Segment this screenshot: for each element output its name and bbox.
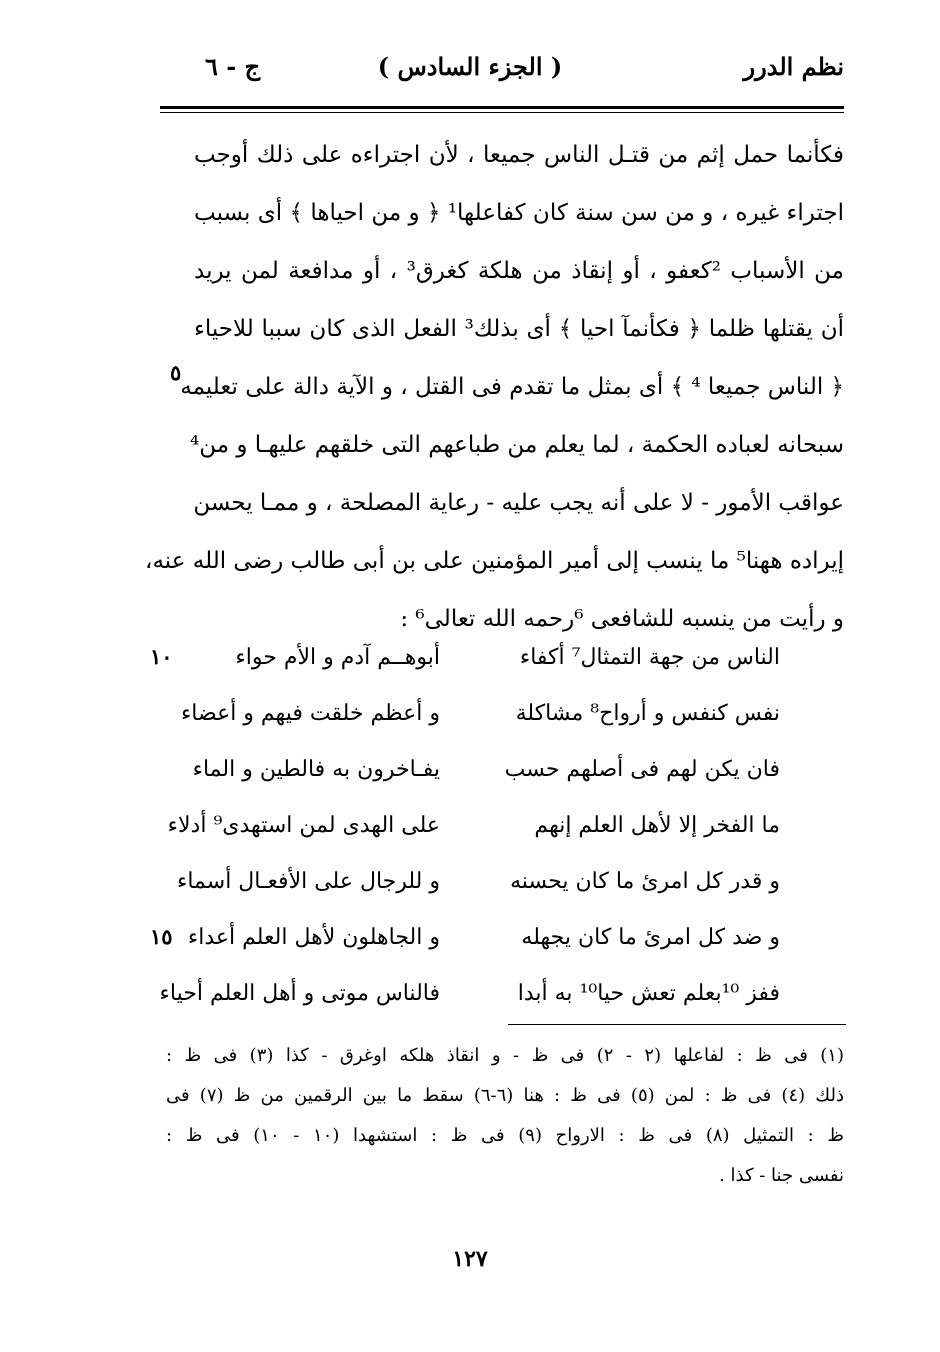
footnote-line: ظ : التمثيل (٨) فى ظ : الارواح (٩) فى ظ : استشهدا (١٠ - ١٠) فى ظ : bbox=[166, 1125, 845, 1146]
body-line: إيراده ههنا⁵ ما ينسب إلى أمير المؤمنين على بن أبى طالب رضى الله عنه، bbox=[145, 548, 844, 574]
verse-second-hemistich: و الجاهلون لأهل العلم أعداء bbox=[187, 925, 440, 950]
poem bbox=[160, 630, 780, 1022]
verse-first-hemistich: الناس من جهة التمثال⁷ أكفاء bbox=[519, 645, 780, 670]
verse-first-hemistich: ما الفخر إلا لأهل العلم إنهم bbox=[534, 813, 780, 838]
body-line: سبحانه لعباده الحكمة ، لما يعلم من طباعهم التى خلقهم عليهـا و من⁴ bbox=[190, 432, 844, 458]
running-head-part: ( الجزء السادس ) bbox=[377, 52, 563, 81]
body-line: من الأسباب ²كعفو ، أو إنقاذ من هلكة كغرق³ ، أو مدافعة لمن يريد bbox=[194, 258, 844, 284]
running-head-title: نظم الدرر bbox=[743, 52, 844, 81]
verse-first-hemistich: ففز ¹⁰بعلم تعش حيا¹⁰ به أبدا bbox=[517, 981, 780, 1006]
body-line: ﴿ الناس جميعا ⁴ ﴾ أى بمثل ما تقدم فى القتل ، و الآية دالة على تعليمه bbox=[180, 374, 844, 400]
body-line: و رأيت من ينسبه للشافعى ⁶رحمه الله تعالى⁶ : bbox=[400, 606, 844, 632]
body-text bbox=[145, 126, 844, 648]
verse-first-hemistich: نفس كنفس و أرواح⁸ مشاكلة bbox=[515, 701, 780, 726]
poem-verse bbox=[160, 854, 780, 910]
verse-second-hemistich: يفـاخرون به فالطين و الماء bbox=[192, 757, 440, 782]
poem-verse bbox=[160, 910, 780, 966]
footnote-line: ذلك (٤) فى ظ : لمن (٥) فى ظ : هنا (٦-٦) سقط ما بين الرقمين من ظ (٧) فى bbox=[166, 1085, 844, 1106]
page-number: ١٢٧ bbox=[452, 1246, 488, 1272]
poem-verse bbox=[160, 798, 780, 854]
verse-second-hemistich: أبوهــم آدم و الأم حواء bbox=[235, 645, 440, 670]
body-line: أن يقتلها ظلما ﴿ فكأنمآ احيا ﴾ أى بذلك³ الفعل الذى كان سببا للاحياء bbox=[194, 316, 844, 342]
poem-verse bbox=[160, 966, 780, 1022]
verse-second-hemistich: فالناس موتى و أهل العلم أحياء bbox=[159, 981, 440, 1006]
verse-first-hemistich: و قدر كل امرئ ما كان يحسنه bbox=[510, 869, 780, 894]
footnote-line: (١) فى ظ : لفاعلها (٢ - ٢) فى ظ - و انقاذ هلكه اوغرق - كذا (٣) فى ظ : bbox=[166, 1045, 844, 1066]
poem-verse bbox=[160, 742, 780, 798]
line-number-10: ١٠ bbox=[150, 644, 173, 669]
poem-verse bbox=[160, 686, 780, 742]
verse-second-hemistich: و للرجال على الأفعـال أسماء bbox=[177, 869, 440, 894]
verse-first-hemistich: فان يكن لهم فى أصلهم حسب bbox=[504, 757, 780, 782]
header-rule-thin bbox=[160, 112, 844, 113]
line-number-15: ١٥ bbox=[150, 924, 173, 949]
running-head-volume: ج - ٦ bbox=[205, 52, 261, 81]
verse-first-hemistich: و ضد كل امرئ ما كان يجهله bbox=[521, 925, 780, 950]
footnote-line: نفسى جنا - كذا . bbox=[719, 1165, 844, 1186]
footnotes bbox=[166, 1036, 844, 1196]
verse-second-hemistich: على الهدى لمن استهدى⁹ أدلاء bbox=[167, 813, 440, 838]
body-line: عواقب الأمور - لا على أنه يجب عليه - رعاية المصلحة ، و ممـا يحسن bbox=[193, 490, 844, 516]
verse-second-hemistich: و أعظم خلقت فيهم و أعضاء bbox=[180, 701, 440, 726]
line-number-5: ٥ bbox=[170, 360, 182, 385]
header-rule-thick bbox=[160, 106, 844, 109]
poem-verse bbox=[160, 630, 780, 686]
body-line: اجتراء غيره ، و من سن سنة كان كفاعلها¹ ﴿ و من احياها ﴾ أى بسبب bbox=[194, 200, 844, 226]
body-line: فكأنما حمل إثم من قتـل الناس جميعا ، لأن اجتراءه على ذلك أوجب bbox=[194, 142, 844, 168]
footnote-rule bbox=[508, 1024, 846, 1025]
